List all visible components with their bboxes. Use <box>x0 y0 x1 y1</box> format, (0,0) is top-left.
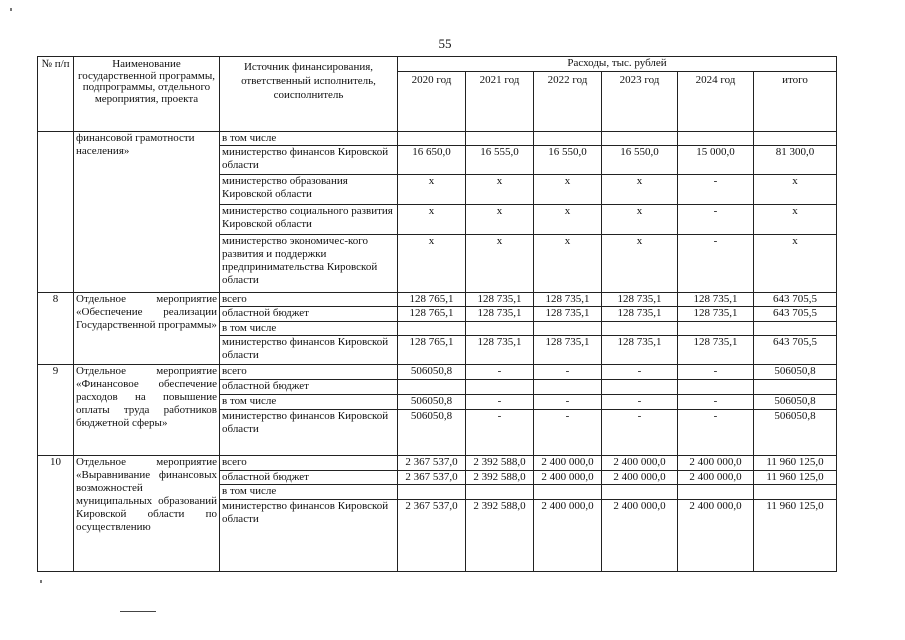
row-name: Отдельное мероприятие «Обеспечение реализации Государственной программы» <box>74 293 220 365</box>
row-value: - <box>678 410 754 456</box>
row-value: 128 735,1 <box>466 307 534 322</box>
row-value: 16 555,0 <box>466 146 534 175</box>
row-value: x <box>534 175 602 205</box>
row-source: министерство экономичес-кого развития и поддержки предпринимательства Кировской области <box>220 235 398 293</box>
row-value: - <box>602 365 678 380</box>
row-value <box>678 485 754 500</box>
row-source: министерство социального развития Кировской области <box>220 205 398 235</box>
row-value: 506050,8 <box>754 395 837 410</box>
row-value: - <box>678 235 754 293</box>
row-value <box>466 132 534 146</box>
row-value: 128 735,1 <box>678 293 754 307</box>
table-row <box>38 293 837 307</box>
row-value: 506050,8 <box>398 365 466 380</box>
table-row <box>38 132 837 146</box>
header-year: 2022 год <box>534 72 602 132</box>
row-source: областной бюджет <box>220 471 398 485</box>
row-value: 2 400 000,0 <box>678 456 754 471</box>
row-value: 128 735,1 <box>678 336 754 365</box>
row-value: x <box>754 175 837 205</box>
row-value: 2 392 588,0 <box>466 471 534 485</box>
row-value: 128 735,1 <box>534 307 602 322</box>
row-value: 16 550,0 <box>534 146 602 175</box>
row-value: 128 765,1 <box>398 293 466 307</box>
row-num <box>38 132 74 293</box>
row-value: 643 705,5 <box>754 336 837 365</box>
row-value: 11 960 125,0 <box>754 500 837 572</box>
row-value: 2 400 000,0 <box>602 456 678 471</box>
row-source: министерство финансов Кировской области <box>220 146 398 175</box>
row-value <box>466 322 534 336</box>
row-value <box>602 380 678 395</box>
row-value: 128 735,1 <box>602 307 678 322</box>
row-value <box>398 132 466 146</box>
row-name: Отдельное мероприятие «Выравнивание финансовых возможностей муниципальных образований Кировской области по осуществлению <box>74 456 220 572</box>
row-value: x <box>754 205 837 235</box>
row-value: 128 735,1 <box>466 293 534 307</box>
row-value <box>602 132 678 146</box>
row-source: в том числе <box>220 395 398 410</box>
row-value: 506050,8 <box>754 410 837 456</box>
row-value: 2 367 537,0 <box>398 456 466 471</box>
row-value: 81 300,0 <box>754 146 837 175</box>
budget-table <box>37 56 837 572</box>
row-value: 128 735,1 <box>534 293 602 307</box>
row-value: 128 735,1 <box>466 336 534 365</box>
scan-mark <box>40 580 42 583</box>
row-value <box>602 322 678 336</box>
row-value: 11 960 125,0 <box>754 456 837 471</box>
row-source: в том числе <box>220 485 398 500</box>
row-name: Отдельное мероприятие «Финансовое обеспечение расходов на повышение оплаты труда работников бюджетной сферы» <box>74 365 220 456</box>
row-source: областной бюджет <box>220 307 398 322</box>
row-value <box>678 132 754 146</box>
row-num: 8 <box>38 293 74 365</box>
row-value: - <box>466 365 534 380</box>
row-value: - <box>602 410 678 456</box>
row-value <box>466 485 534 500</box>
header-year: 2021 год <box>466 72 534 132</box>
row-value: 128 735,1 <box>678 307 754 322</box>
row-value: 2 400 000,0 <box>602 500 678 572</box>
row-value: 643 705,5 <box>754 293 837 307</box>
row-value: x <box>602 235 678 293</box>
row-value: x <box>602 175 678 205</box>
row-value <box>602 485 678 500</box>
row-value: 2 392 588,0 <box>466 456 534 471</box>
footer-rule <box>120 611 156 612</box>
row-value: - <box>678 175 754 205</box>
header-name: Наименование государственной программы, подпрограммы, отдельного мероприятия, проекта <box>74 57 220 132</box>
row-value <box>754 132 837 146</box>
row-value: 2 400 000,0 <box>678 500 754 572</box>
row-value: - <box>466 395 534 410</box>
row-value <box>398 322 466 336</box>
table-row <box>38 456 837 471</box>
row-value: x <box>466 175 534 205</box>
row-value: - <box>678 205 754 235</box>
row-value <box>754 322 837 336</box>
row-value: x <box>754 235 837 293</box>
header-total: итого <box>754 72 837 132</box>
row-source: министерство финансов Кировской области <box>220 500 398 572</box>
row-source: министерство образования Кировской области <box>220 175 398 205</box>
header-row <box>38 57 837 72</box>
header-year: 2023 год <box>602 72 678 132</box>
header-expenses: Расходы, тыс. рублей <box>398 57 837 72</box>
row-value <box>398 380 466 395</box>
row-source: всего <box>220 293 398 307</box>
header-num: № п/п <box>38 57 74 132</box>
row-value: 128 735,1 <box>602 293 678 307</box>
row-value <box>466 380 534 395</box>
row-value: 128 765,1 <box>398 307 466 322</box>
row-num: 10 <box>38 456 74 572</box>
row-value: x <box>398 175 466 205</box>
row-value: 643 705,5 <box>754 307 837 322</box>
row-source: в том числе <box>220 322 398 336</box>
row-value: 2 367 537,0 <box>398 471 466 485</box>
row-value: 2 400 000,0 <box>534 456 602 471</box>
header-source: Источник финансирования, ответственный исполнитель, соисполнитель <box>220 57 398 132</box>
row-value <box>678 322 754 336</box>
row-value <box>754 485 837 500</box>
row-value: 2 367 537,0 <box>398 500 466 572</box>
row-value: 15 000,0 <box>678 146 754 175</box>
table-row <box>38 365 837 380</box>
row-source: всего <box>220 365 398 380</box>
row-source: министерство финансов Кировской области <box>220 410 398 456</box>
row-value: 128 765,1 <box>398 336 466 365</box>
page-number: 55 <box>438 36 452 51</box>
row-num: 9 <box>38 365 74 456</box>
row-value: x <box>534 205 602 235</box>
row-value: - <box>534 395 602 410</box>
row-source: в том числе <box>220 132 398 146</box>
row-value: - <box>678 365 754 380</box>
row-value: 2 392 588,0 <box>466 500 534 572</box>
row-value: x <box>466 235 534 293</box>
row-value <box>678 380 754 395</box>
row-value <box>534 132 602 146</box>
row-value: 2 400 000,0 <box>678 471 754 485</box>
row-value: 506050,8 <box>398 410 466 456</box>
row-value: x <box>466 205 534 235</box>
row-value: 16 550,0 <box>602 146 678 175</box>
row-value: 16 650,0 <box>398 146 466 175</box>
row-value: 128 735,1 <box>534 336 602 365</box>
row-value: x <box>534 235 602 293</box>
row-source: министерство финансов Кировской области <box>220 336 398 365</box>
row-value: 2 400 000,0 <box>534 500 602 572</box>
row-value <box>754 380 837 395</box>
row-value: x <box>602 205 678 235</box>
row-value: 128 735,1 <box>602 336 678 365</box>
row-value <box>534 485 602 500</box>
row-value <box>534 322 602 336</box>
row-value: 2 400 000,0 <box>534 471 602 485</box>
header-year: 2020 год <box>398 72 466 132</box>
row-value: - <box>534 365 602 380</box>
row-value: - <box>602 395 678 410</box>
row-value: - <box>466 410 534 456</box>
row-value: x <box>398 205 466 235</box>
scan-mark <box>10 8 12 11</box>
row-value: 2 400 000,0 <box>602 471 678 485</box>
row-value: - <box>678 395 754 410</box>
row-name: финансовой грамотности населения» <box>74 132 220 293</box>
row-value: 506050,8 <box>398 395 466 410</box>
row-value: x <box>398 235 466 293</box>
row-source: областной бюджет <box>220 380 398 395</box>
row-value: 506050,8 <box>754 365 837 380</box>
row-value: 11 960 125,0 <box>754 471 837 485</box>
row-value: - <box>534 410 602 456</box>
row-value <box>398 485 466 500</box>
header-year: 2024 год <box>678 72 754 132</box>
row-source: всего <box>220 456 398 471</box>
row-value <box>534 380 602 395</box>
